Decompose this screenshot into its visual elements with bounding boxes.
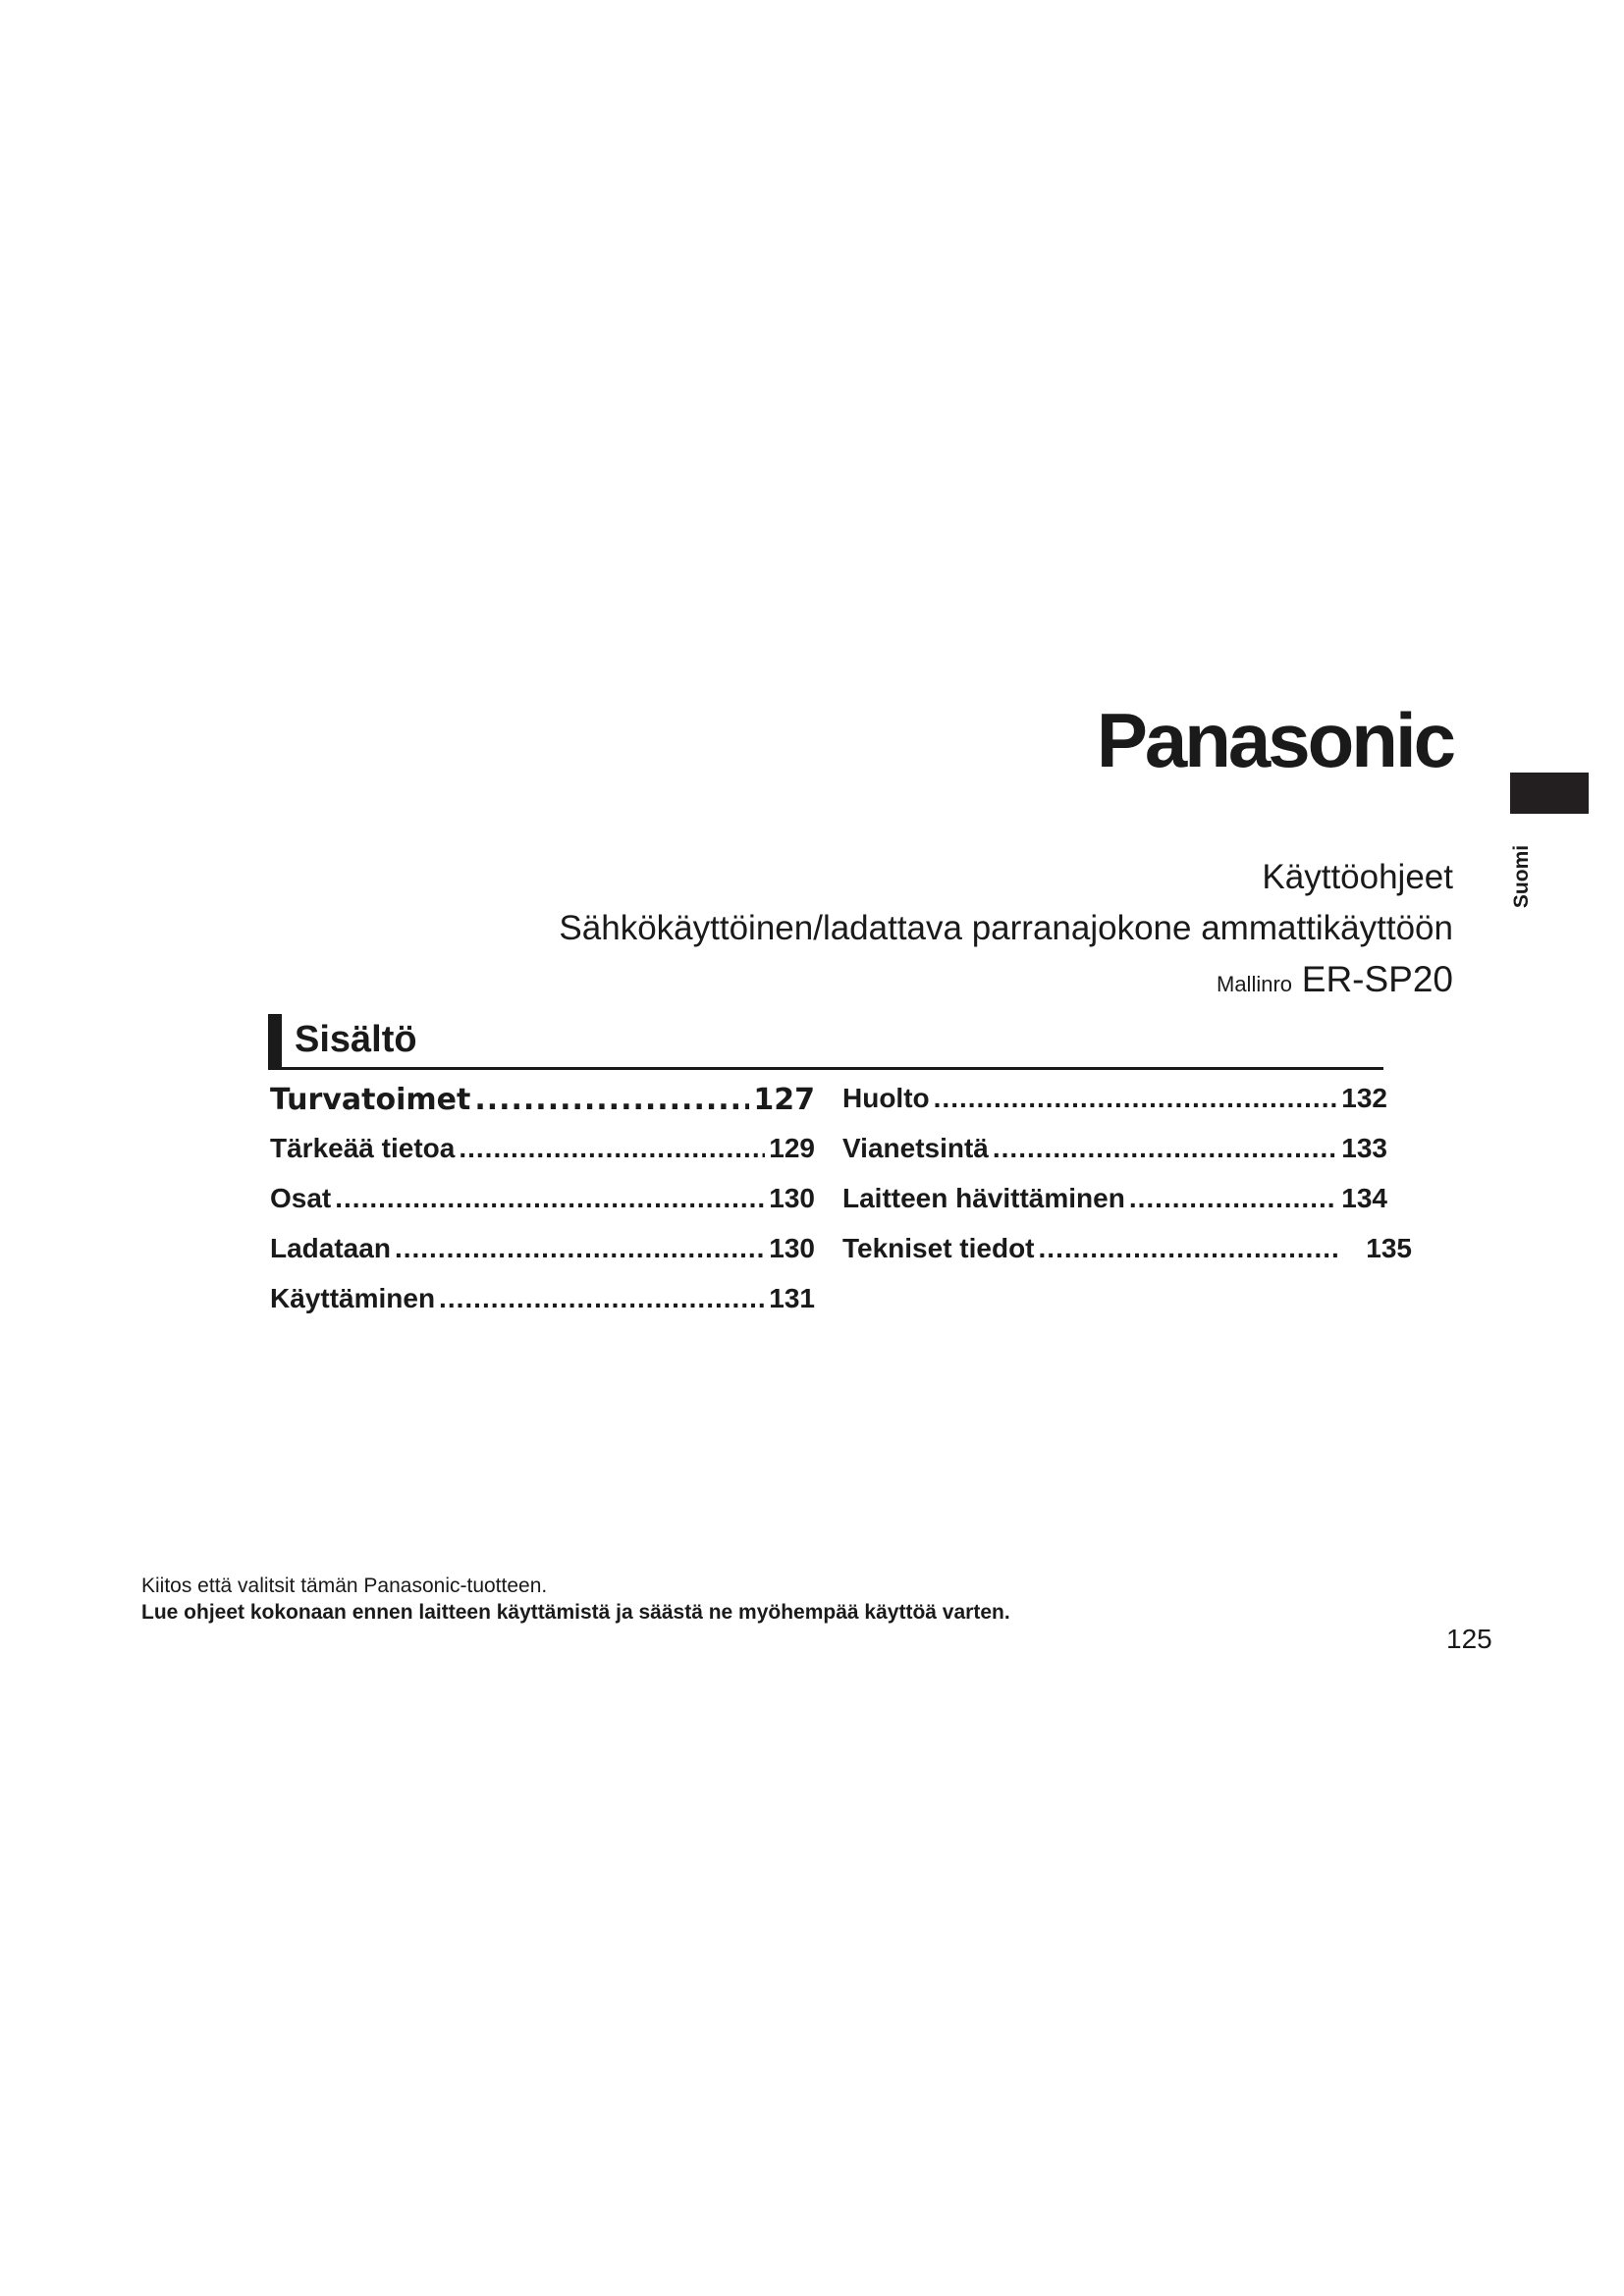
language-tab-label: Suomi [1510,844,1534,909]
toc-entry-page: 134 [1341,1183,1387,1213]
toc-entry-title: Laitteen hävittäminen [842,1183,1125,1213]
toc-leader [1039,1233,1341,1264]
toc-leader [1129,1183,1337,1214]
instruction-text: Lue ohjeet kokonaan ennen laitteen käyttämistä ja säästä ne myöhempää käyttöä varten. [141,1601,1010,1624]
toc-entry-title: Tärkeää tietoa [270,1133,456,1163]
toc-entry-page: 130 [769,1233,815,1263]
model-line [559,954,1453,1010]
toc-entry[interactable] [270,1283,815,1333]
toc-entry-page: 129 [769,1133,815,1163]
toc-entry-title: Vianetsintä [842,1133,989,1163]
toc-entry-title: Osat [270,1183,332,1213]
document-titles [559,852,1453,1010]
contents-bar [268,1014,282,1067]
page-number: 125 [1446,1624,1492,1654]
contents-header [268,1014,1383,1070]
toc-entry-title: Käyttäminen [270,1283,436,1313]
model-prefix: Mallinro [1217,972,1293,996]
toc-leader [934,1083,1338,1114]
contents-title: Sisältö [295,1019,417,1060]
footer-note [141,1573,1010,1626]
toc-entry-page: 131 [769,1283,815,1313]
toc-leader [474,1083,749,1117]
toc-entry[interactable] [842,1183,1387,1233]
toc-entry[interactable] [270,1133,815,1183]
toc-entry-page: 132 [1341,1083,1387,1113]
toc-entry[interactable] [842,1133,1387,1183]
language-tab [1501,844,1543,909]
language-tab-marker [1510,773,1589,814]
toc-entry[interactable] [270,1233,815,1283]
toc-entry-title: Ladataan [270,1233,391,1263]
toc-leader [993,1133,1337,1164]
thanks-text: Kiitos että valitsit tämän Panasonic-tuotteen. [141,1575,548,1597]
toc-entry[interactable] [270,1083,815,1133]
toc-right-column [842,1083,1412,1283]
toc-entry[interactable] [270,1183,815,1233]
toc-left-column [270,1083,815,1333]
toc-entry-title: Huolto [842,1083,930,1113]
toc-entry-page: 133 [1341,1133,1387,1163]
model-number: ER-SP20 [1301,959,1453,999]
toc-entry-title: Tekniset tiedot [842,1233,1035,1263]
toc-entry-title: Turvatoimet [270,1083,471,1117]
toc-entry[interactable] [842,1083,1387,1133]
product-title: Sähkökäyttöinen/ladattava parranajokone ammattikäyttöön [559,909,1453,947]
doc-type-title: Käyttöohjeet [1262,858,1453,896]
toc-leader [395,1233,765,1264]
brand-logo: Panasonic [1096,697,1453,783]
toc-entry-page: 135 [1366,1233,1412,1263]
toc-leader [439,1283,765,1314]
toc-entry-page: 127 [753,1083,815,1117]
toc-leader [459,1133,765,1164]
toc-entry-page: 130 [769,1183,815,1213]
toc-leader [335,1183,765,1214]
toc-entry[interactable] [842,1233,1412,1283]
